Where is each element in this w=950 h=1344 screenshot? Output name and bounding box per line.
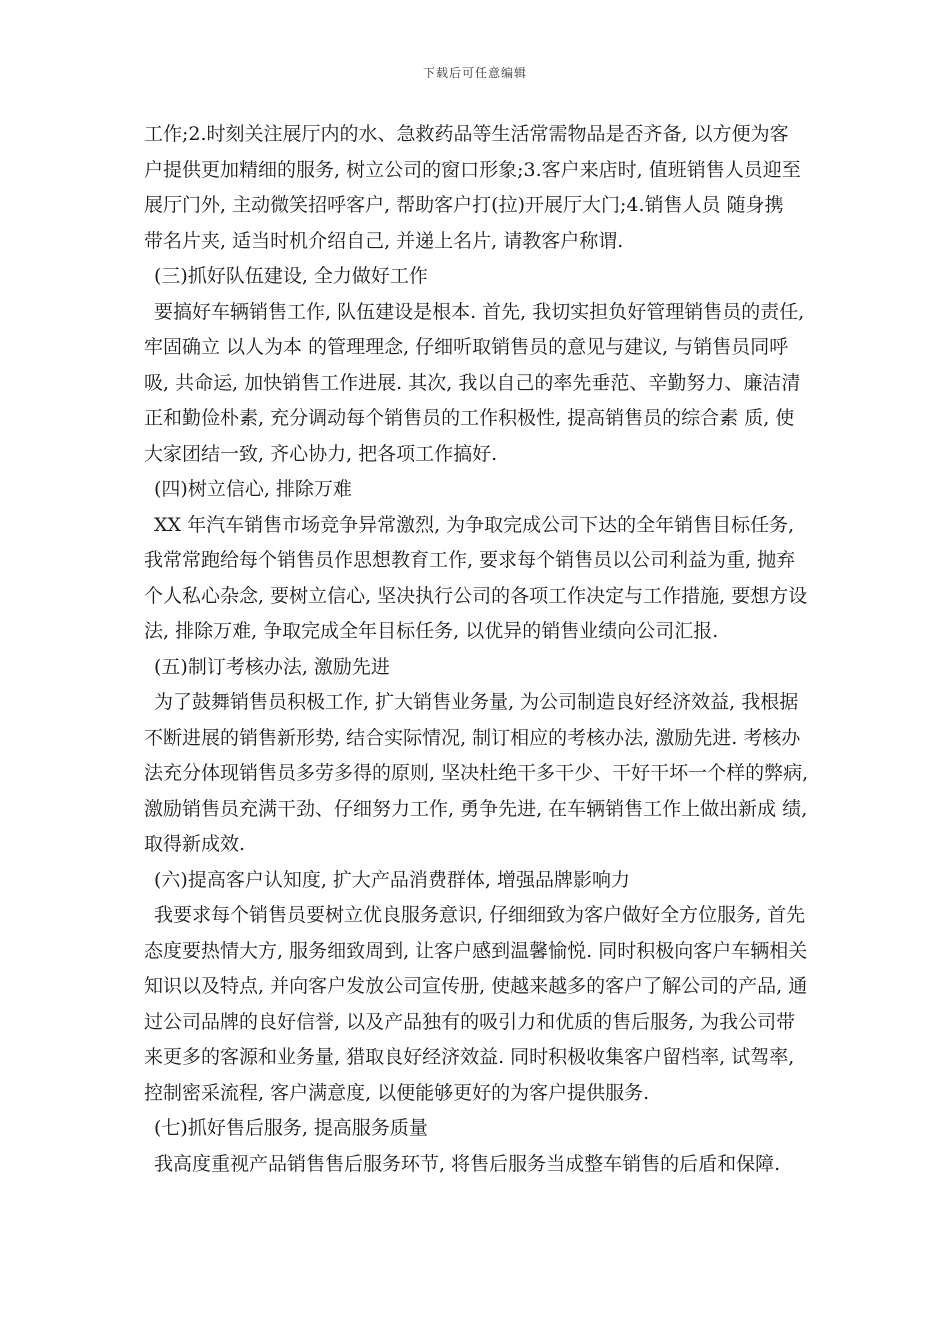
body-line: 要搞好车辆销售工作, 队伍建设是根本. 首先, 我切实担负好管理销售员的责任, — [154, 300, 805, 323]
body-line: 过公司品牌的良好信誉, 以及产品独有的吸引力和优质的售后服务, 为我公司带 — [144, 1010, 796, 1033]
body-line: 激励销售员充满干劲、仔细努力工作, 勇争先进, 在车辆销售工作上做出新成 绩, — [144, 797, 808, 820]
body-line: 态度要热情大方, 服务细致周到, 让客户感到温馨愉悦. 同时积极向客户车辆相关 — [144, 939, 808, 962]
body-line: 个人私心杂念, 要树立信心, 坚决执行公司的各项工作决定与工作措施, 要想方设 — [144, 584, 808, 607]
body-line: XX 年汽车销售市场竞争异常激烈, 为争取完成公司下达的全年销售目标任务, — [154, 513, 795, 536]
document-body — [144, 117, 816, 1182]
section-heading-6: (六)提高客户认知度, 扩大产品消费群体, 增强品牌影响力 — [154, 868, 630, 891]
body-line: 法, 排除万难, 争取完成全年目标任务, 以优异的销售业绩向公司汇报. — [144, 620, 719, 642]
body-line: 知识以及特点, 并向客户发放公司宣传册, 使越来越多的客户了解公司的产品, 通 — [144, 975, 808, 997]
body-line: 法充分体现销售员多劳多得的原则, 坚决杜绝干多干少、干好干坏一个样的弊病, — [144, 762, 809, 784]
body-line: 取得新成效. — [144, 833, 246, 855]
body-line: 不断进展的销售新形势, 结合实际情况, 制订相应的考核办法, 激励先进. 考核办 — [144, 726, 801, 749]
body-line: 正和勤俭朴素, 充分调动每个销售员的工作积极性, 提高销售员的综合素 质, 使 — [144, 407, 795, 429]
section-heading-4: (四)树立信心, 排除万难 — [154, 478, 352, 500]
body-line: 牢固确立 以人为本 的管理理念, 仔细听取销售员的意见与建议, 与销售员同呼 — [144, 336, 789, 358]
body-line: 我常常跑给每个销售员作思想教育工作, 要求每个销售员以公司利益为重, 抛弃 — [144, 549, 796, 571]
section-heading-5: (五)制订考核办法, 激励先进 — [154, 655, 390, 678]
body-line: 户提供更加精细的服务, 树立公司的窗口形象;3.客户来店时, 值班销售人员迎至 — [144, 158, 801, 181]
section-heading-3: (三)抓好队伍建设, 全力做好工作 — [154, 265, 428, 287]
body-line: 为了鼓舞销售员积极工作, 扩大销售业务量, 为公司制造良好经济效益, 我根据 — [154, 691, 799, 713]
body-line: 大家团结一致, 齐心协力, 把各项工作搞好. — [144, 442, 498, 465]
body-line: 我高度重视产品销售售后服务环节, 将售后服务当成整车销售的后盾和保障. — [154, 1152, 781, 1175]
body-line: 控制密采流程, 客户满意度, 以便能够更好的为客户提供服务. — [144, 1081, 650, 1104]
body-line: 工作;2.时刻关注展厅内的水、急救药品等生活常需物品是否齐备, 以方便为客 — [144, 123, 789, 145]
body-line: 来更多的客源和业务量, 猎取良好经济效益. 同时积极收集客户留档率, 试驾率, — [144, 1046, 795, 1068]
body-line: 吸, 共命运, 加快销售工作进展. 其次, 我以自己的率先垂范、辛勤努力、廉洁清 — [144, 371, 801, 394]
body-line: 展厅门外, 主动微笑招呼客户, 帮助客户打(拉)开展厅大门;4.销售人员 随身携 — [144, 194, 784, 216]
body-line: 我要求每个销售员要树立优良服务意识, 仔细细致为客户做好全方位服务, 首先 — [154, 904, 806, 926]
header-note: 下载后可任意编辑 — [422, 66, 527, 80]
body-line: 带名片夹, 适当时机介绍自己, 并递上名片, 请教客户称谓. — [144, 229, 624, 252]
section-heading-7: (七)抓好售后服务, 提高服务质量 — [154, 1117, 428, 1139]
